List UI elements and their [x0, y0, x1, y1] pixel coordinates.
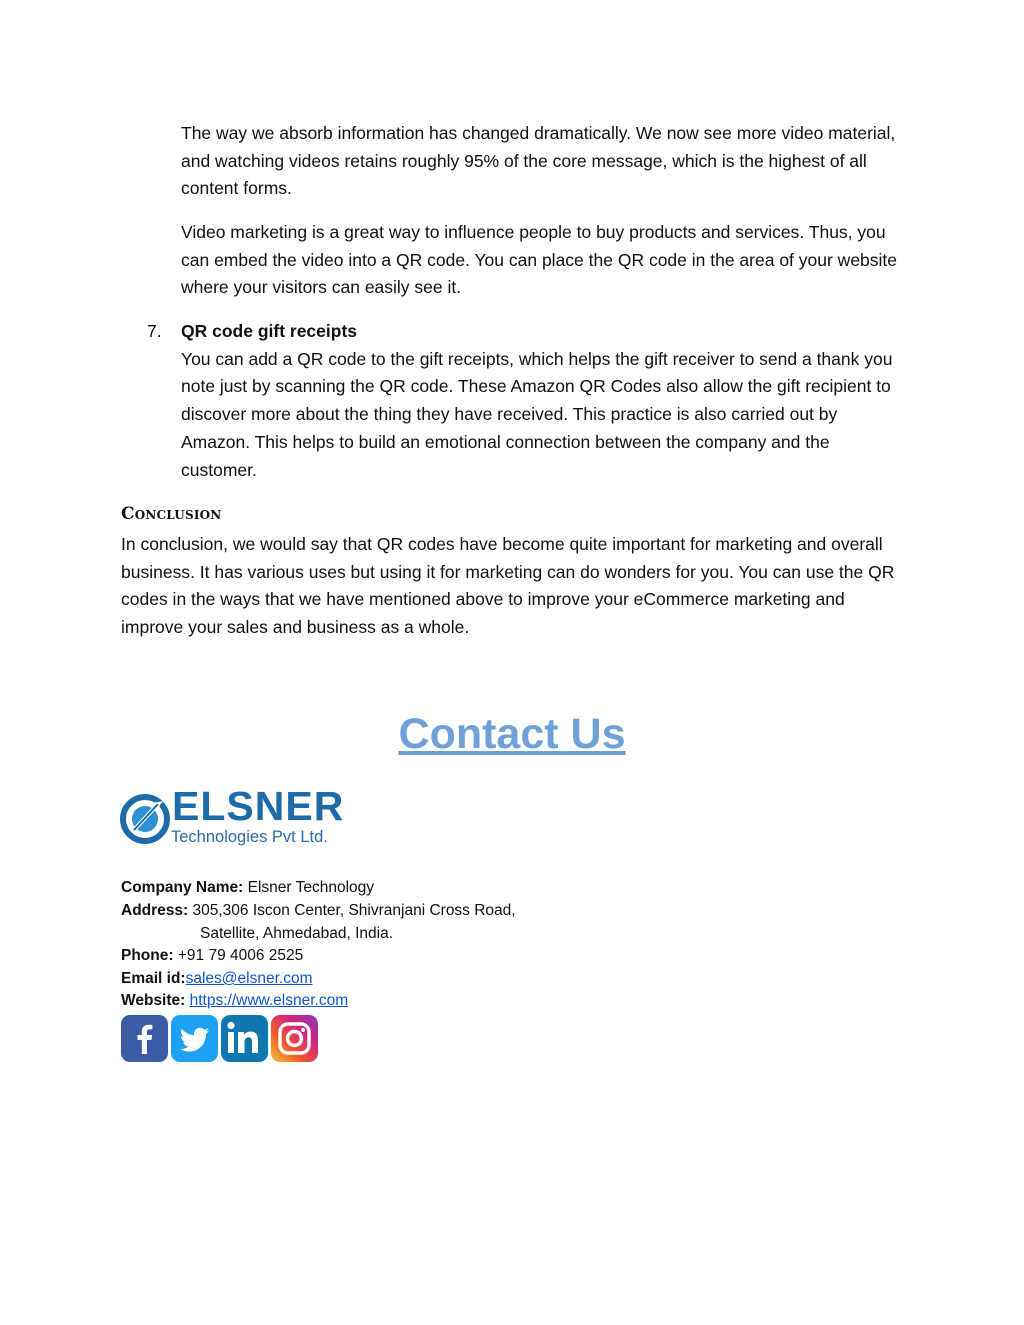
address-line-2: Satellite, Ahmedabad, India. [200, 925, 394, 942]
list-item-text: You can add a QR code to the gift receipts, which helps the gift receiver to send a thank you note just by scanning the QR code. These Amazon QR Codes also allow the gift recipient to discover more about the thing they have received. This practice is also carried out by Amazon. This helps to build an emotional connection between the company and the customer. [181, 348, 893, 480]
logo-wordmark: ELSNER [172, 783, 345, 829]
phone-label: Phone: [121, 947, 174, 964]
contact-us-title[interactable]: Contact Us [398, 710, 626, 758]
website-link[interactable]: https://www.elsner.com [189, 992, 349, 1009]
linkedin-icon[interactable] [221, 1015, 268, 1062]
conclusion-heading: Conclusion [121, 504, 222, 524]
logo-subtitle: Technologies Pvt Ltd. [171, 828, 328, 846]
email-label: Email id: [121, 970, 186, 987]
phone-value: +91 79 4006 2525 [177, 947, 304, 964]
elsner-logo-icon [120, 786, 170, 852]
instagram-icon[interactable] [271, 1015, 318, 1062]
facebook-icon[interactable] [121, 1015, 168, 1062]
address-line-1: 305,306 Iscon Center, Shivranjani Cross Road, [192, 902, 516, 919]
address-row [121, 900, 516, 923]
website-row [121, 990, 348, 1013]
company-row [121, 877, 374, 900]
twitter-icon[interactable] [171, 1015, 218, 1062]
elsner-logo [120, 783, 345, 854]
list-item-number: 7. [147, 321, 162, 341]
conclusion-text: In conclusion, we would say that QR codes have become quite important for marketing and overall business. It has various uses but using it for marketing can do wonders for you. You can use the QR codes in the ways that we have mentioned above to improve your eCommerce marketing and improve your sales and business as a whole. [121, 534, 895, 638]
list-item-heading: QR code gift receipts [181, 321, 358, 341]
company-label: Company Name: [121, 879, 244, 896]
paragraph-video-retention: The way we absorb information has changed dramatically. We now see more video material, and watching videos retains roughly 95% of the core message, which is the highest of all content forms. [181, 123, 896, 199]
email-row [121, 968, 312, 991]
address-label: Address: [121, 902, 189, 919]
paragraph-video-marketing: Video marketing is a great way to influence people to buy products and services. Thus, you can embed the video into a QR code. You can place the QR code in the area of your website where your visitors can easily see it. [181, 222, 898, 298]
email-link[interactable]: sales@elsner.com [185, 970, 313, 987]
phone-row [121, 945, 303, 968]
website-label: Website: [121, 992, 186, 1009]
social-icons [121, 1015, 321, 1063]
company-value: Elsner Technology [247, 879, 375, 896]
